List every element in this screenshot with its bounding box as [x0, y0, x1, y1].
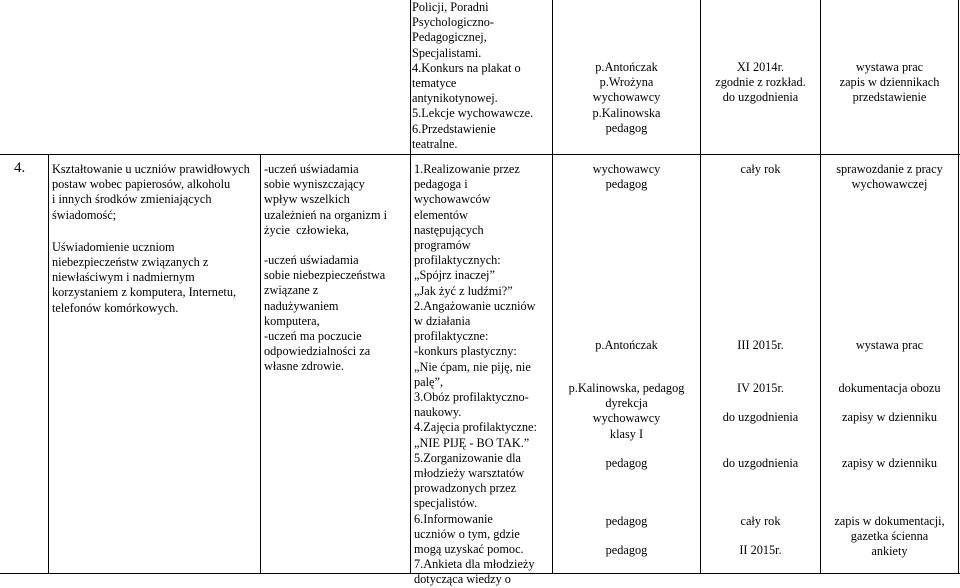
text-line: p.Kalinowska, pedagog [568, 381, 685, 395]
text-line: „Jak żyć z ludźmi?” [414, 283, 513, 298]
text-line: 6.Informowanie [414, 511, 493, 526]
text-line: pedagog [605, 177, 648, 192]
term-a: cały rok [740, 162, 781, 176]
text-line: „Nie ćpam, nie piję, nie [414, 359, 531, 374]
text-line: dotycząca wiedzy o [414, 572, 511, 587]
text-line: mogą uzyskać pomoc. [414, 542, 524, 557]
text-line: postaw wobec papierosów, alkoholu [52, 177, 231, 192]
text-line: p.Antończak [595, 60, 658, 74]
goals-cell [264, 162, 410, 375]
col-divider [410, 0, 411, 574]
term-b: III 2015r. [737, 338, 784, 352]
eval-e [821, 514, 958, 560]
text-line: -uczeń uświadamia [264, 253, 359, 268]
text-line: p.Kalinowska [592, 105, 661, 120]
text-line: niebezpieczeństw związanych z [52, 255, 209, 270]
col-divider [260, 154, 261, 574]
text-line: tematyce [412, 76, 457, 91]
text-line: Kształtowanie u uczniów prawidłowych [52, 162, 250, 176]
eval-c: dokumentacja obozu [838, 381, 941, 395]
text-line: 3.Obóz profilaktyczno- [414, 390, 529, 405]
text-line: w działania [414, 314, 471, 329]
text-line: prowadzonych przez [414, 481, 517, 496]
text-line: sprawozdanie z pracy [836, 162, 943, 176]
eval-a [821, 162, 958, 192]
term-f: II 2015r. [739, 543, 782, 557]
text-line: 2.Angażowanie uczniów [414, 298, 536, 313]
text-line: Uświadomienie uczniom [52, 239, 175, 254]
text-line: profilaktycznych: [414, 253, 501, 268]
text-line: korzystaniem z komputera, Internetu, [52, 285, 237, 300]
text-line: życie człowieka, [264, 222, 350, 237]
text-line: „Spójrz inaczej” [414, 268, 495, 283]
text-line: sobie niebezpieczeństwa [264, 268, 386, 283]
text-line: 1.Realizowanie przez [414, 162, 520, 176]
text-line: palę”, [414, 374, 444, 389]
eval-c2: zapisy w dzienniku [842, 410, 937, 424]
col-divider [958, 0, 959, 574]
top-goals-cell [412, 0, 550, 152]
text-line: teatralne. [412, 136, 458, 151]
text-line: wychowawców [414, 192, 491, 207]
actions-cell [414, 162, 552, 588]
text-line: wpływ wszelkich [264, 192, 350, 207]
text-line: pedagoga i [414, 177, 468, 192]
text-line: niewłaściwym i nadmiernym [52, 270, 195, 285]
text-line: elementów [414, 207, 468, 222]
text-line: „NIE PIJĘ - BO TAK.” [414, 435, 530, 450]
text-line: wychowawcy [592, 162, 661, 176]
text-line: wystawa prac [855, 60, 924, 74]
text-line: 4.Konkurs na plakat o [412, 60, 521, 75]
text-line: odpowiedzialności za [264, 344, 371, 359]
term-c2: do uzgodnienia [722, 410, 799, 424]
text-line: gazetka ścienna [850, 529, 929, 544]
text-line: specjalistów. [414, 496, 478, 511]
responsible-c [553, 381, 700, 442]
row-number: 4. [14, 160, 26, 176]
responsible-f: pedagog [605, 543, 648, 557]
text-line: sobie wyniszczający [264, 177, 365, 192]
text-line: do uzgodnienia [722, 90, 799, 105]
responsible-b: p.Antończak [595, 338, 658, 352]
text-line: klasy I [609, 426, 644, 441]
text-line: uczniów o tym, gdzie [414, 526, 520, 541]
text-line: wychowawcy [592, 90, 661, 105]
top-evaluation-cell [821, 60, 958, 106]
text-line: p.Wrożyna [599, 75, 654, 90]
text-line: antynikotynowej. [412, 91, 498, 106]
text-line: Psychologiczno- [412, 15, 494, 30]
text-line: zapis w dziennikach [839, 75, 940, 90]
top-responsible-cell [553, 60, 700, 136]
text-line: własne zdrowie. [264, 359, 344, 374]
text-line: wychowawczej [851, 177, 928, 192]
text-line: pedagog [605, 120, 648, 135]
text-line: 4.Zajęcia profilaktyczne: [414, 420, 537, 435]
text-line: Specjalistami. [412, 45, 482, 60]
text-line: -uczeń uświadamia [264, 162, 359, 176]
eval-b: wystawa prac [855, 338, 924, 352]
responsible-e: pedagog [605, 514, 648, 528]
text-line: następujących [414, 222, 484, 237]
text-line: dyrekcja [605, 396, 648, 411]
text-line: zgodnie z rozkład. [715, 75, 806, 90]
col-divider [48, 154, 49, 574]
text-line: młodzieży warsztatów [414, 466, 525, 481]
responsible-d: pedagog [605, 456, 648, 470]
text-line: programów [414, 238, 471, 253]
term-e: cały rok [740, 514, 781, 528]
term-c: IV 2015r. [737, 381, 784, 395]
responsible-a [553, 162, 700, 192]
term-d: do uzgodnienia [722, 456, 799, 470]
text-line: 5.Zorganizowanie dla [414, 450, 521, 465]
text-line: przedstawienie [852, 90, 927, 105]
text-line: wychowawcy [592, 411, 661, 426]
text-line: 6.Przedstawienie [412, 121, 496, 136]
text-line: 5.Lekcje wychowawcze. [412, 106, 534, 121]
text-line: -konkurs plastyczny: [414, 344, 517, 359]
text-line: profilaktyczne: [414, 329, 489, 344]
text-line: naukowy. [414, 405, 462, 420]
text-line: ankiety [871, 544, 908, 559]
row-divider [0, 154, 960, 155]
text-line: -uczeń ma poczucie [264, 329, 362, 344]
text-line: związane z [264, 283, 319, 298]
text-line: nadużywaniem [264, 298, 339, 313]
text-line: Policji, Poradni [412, 0, 489, 14]
text-line: Pedagogicznej, [412, 30, 487, 45]
text-line: telefonów komórkowych. [52, 300, 179, 315]
text-line: uzależnień na organizm i [264, 207, 388, 222]
eval-d: zapisy w dzienniku [842, 456, 937, 470]
text-line: komputera, [264, 313, 320, 328]
text-line: i innych środków zmieniających [52, 192, 212, 207]
text-line: 7.Ankieta dla młodzieży [414, 557, 535, 572]
top-term-cell [701, 60, 820, 106]
task-cell [52, 162, 258, 316]
text-line: zapis w dokumentacji, [834, 514, 945, 528]
text-line: XI 2014r. [736, 60, 785, 74]
text-line: świadomość; [52, 207, 117, 222]
